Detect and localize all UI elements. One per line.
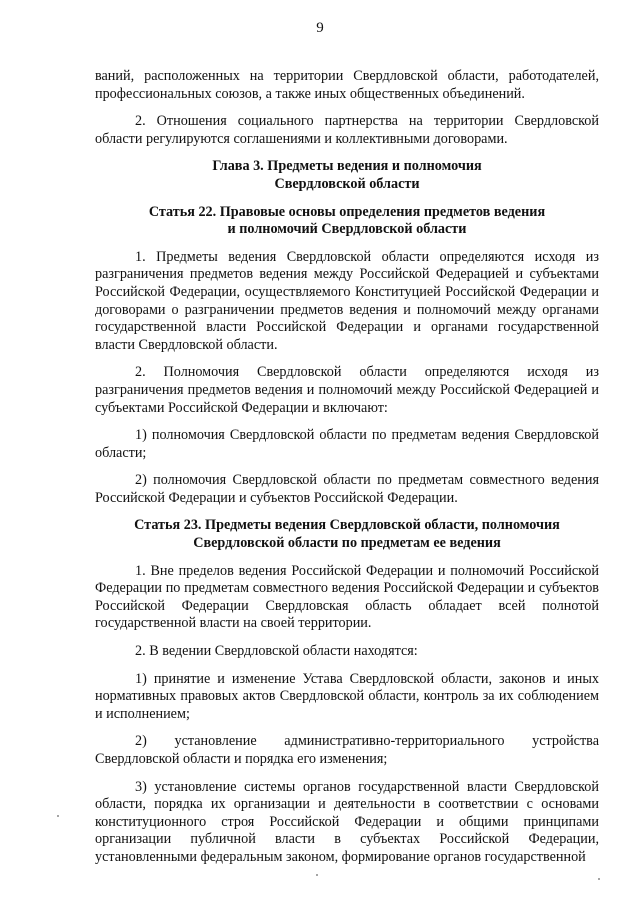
paragraph: 1) принятие и изменение Устава Свердловской области, законов и иных нормативных правовых актов Свердловской области, контроль за их соблюдением и исполнением; xyxy=(95,670,599,722)
heading-line: Статья 22. Правовые основы определения предметов ведения xyxy=(148,203,546,220)
paragraph: 1. Предметы ведения Свердловской области определяются исходя из разграничения предметов ведения между Российской Федерацией и субъектами Российской Федерации, осуществляемого Конституцией Российской Федерации и договорами о разграничении предметов ведения и полномочий между органами государственной власти Российской Федерации и органами государственной власти Свердловской области. xyxy=(95,248,599,353)
scan-speck xyxy=(598,878,600,880)
paragraph: 2. Полномочия Свердловской области определяются исходя из разграничения предметов ведения и полномочий между Российской Федерацией и субъектами Российской Федерации и включают: xyxy=(95,364,599,416)
paragraph: 1) полномочия Свердловской области по предметам ведения Свердловской области; xyxy=(95,427,599,461)
paragraph: 1. Вне пределов ведения Российской Федерации и полномочий Российской Федерации по предметам совместного ведения Российской Федерации и субъектов Российской Федерации Свердловская область обладает всей полнотой государственной власти на своей территории. xyxy=(95,562,599,632)
heading-line: Глава 3. Предметы ведения и полномочия xyxy=(212,158,482,175)
section-heading xyxy=(95,517,599,552)
section-heading xyxy=(95,158,599,193)
paragraph: ваний, расположенных на территории Свердловской области, работодателей, профессиональных союзов, а также иных общественных объединений. xyxy=(95,68,599,102)
paragraph: 2) установление административно-территориального устройства Свердловской области и порядка его изменения; xyxy=(95,733,599,767)
heading-line: Статья 23. Предметы ведения Свердловской области, полномочия xyxy=(134,517,560,534)
paragraph: 2. Отношения социального партнерства на территории Свердловской области регулируются соглашениями и коллективными договорами. xyxy=(95,113,599,147)
heading-line: и полномочий Свердловской области xyxy=(227,221,467,238)
paragraph: 2. В ведении Свердловской области находятся: xyxy=(135,643,418,660)
page-number: 9 xyxy=(316,20,324,36)
section-heading xyxy=(95,204,599,239)
scan-speck xyxy=(316,874,318,876)
heading-line: Свердловской области по предметам ее ведения xyxy=(193,535,501,552)
scan-speck xyxy=(57,815,59,817)
paragraph: 3) установление системы органов государственной власти Свердловской области, порядка их организации и деятельности в соответствии с основами конституционного строя Российской Федерации и общими принципами организации публичной власти в субъектах Российской Федерации, установленными федеральным законом, формирование органов государственной xyxy=(95,778,599,865)
heading-line: Свердловской области xyxy=(274,175,420,192)
paragraph: 2) полномочия Свердловской области по предметам совместного ведения Российской Федерации и субъектов Российской Федерации. xyxy=(95,472,599,506)
document-body xyxy=(95,68,599,877)
